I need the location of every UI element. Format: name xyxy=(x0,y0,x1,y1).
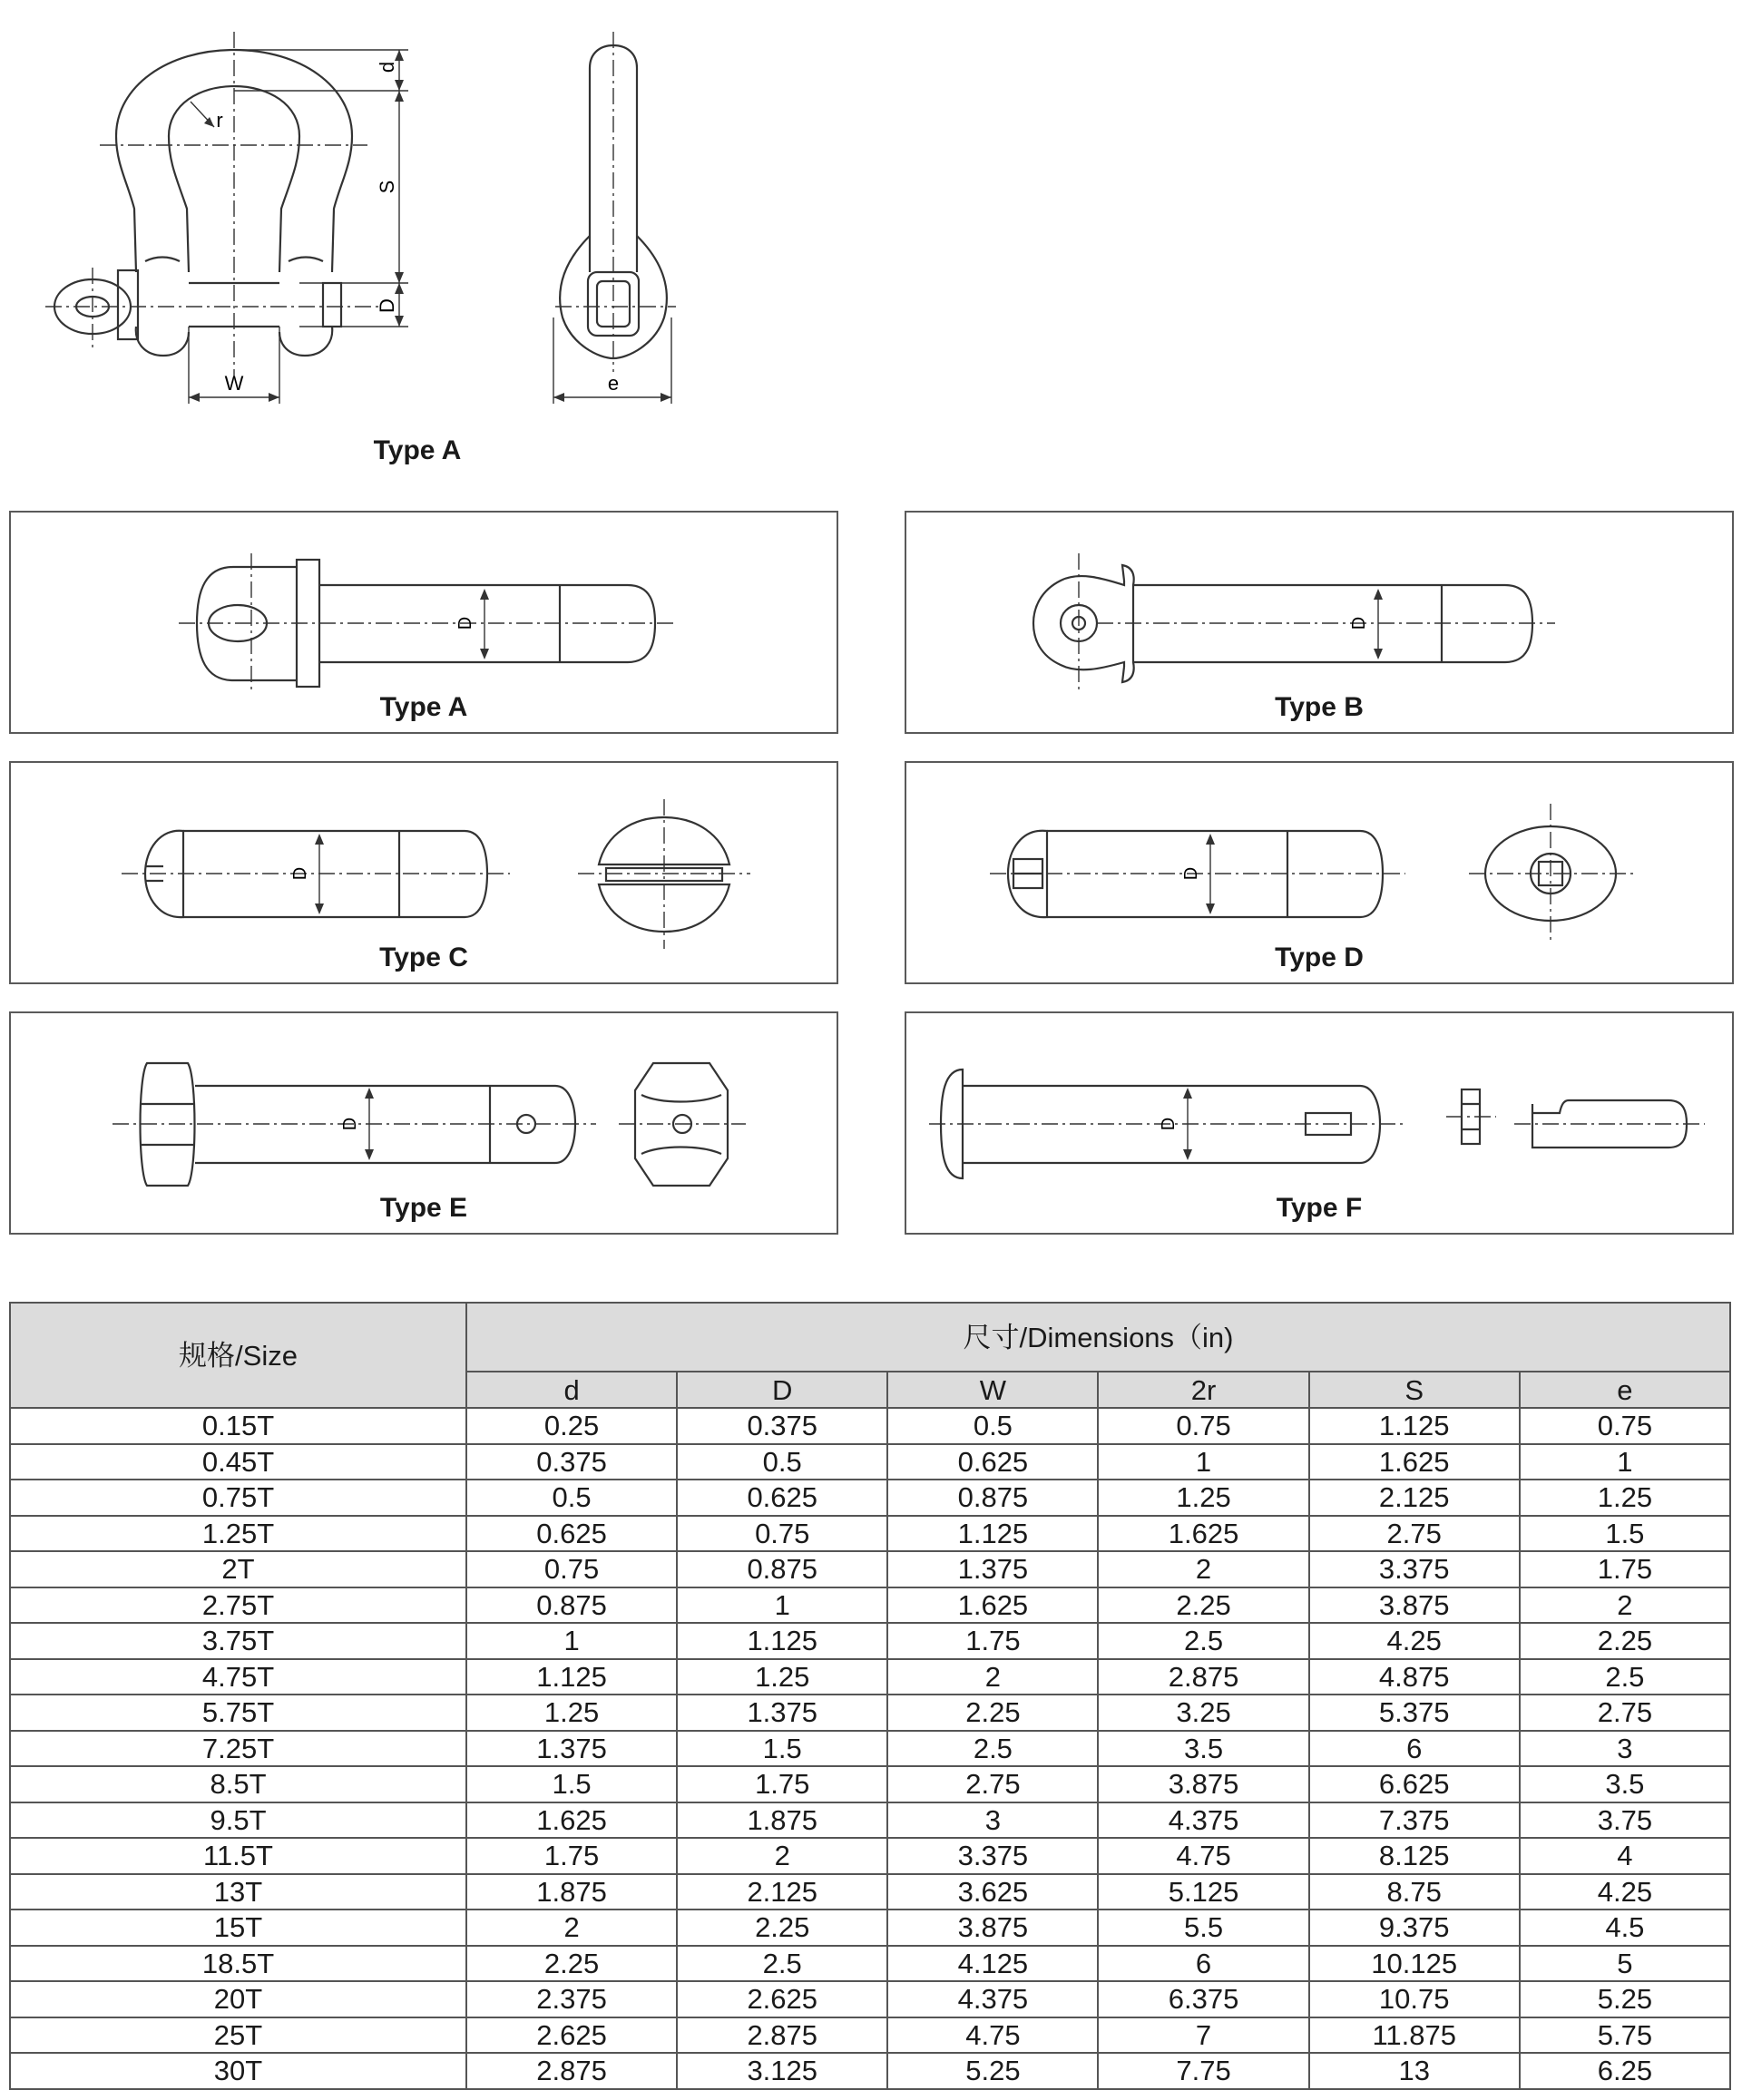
dimension-cell: 0.75 xyxy=(1098,1408,1308,1444)
dimension-cell: 0.75 xyxy=(677,1516,887,1552)
pin-type-c-dim-label: D xyxy=(290,866,310,881)
table-row xyxy=(10,1910,1730,1946)
dimension-cell: 3 xyxy=(887,1802,1098,1839)
shackle-type-caption: Type A xyxy=(373,435,462,465)
dimension-cell: 1.25 xyxy=(1098,1480,1308,1516)
dimension-cell: 1.625 xyxy=(466,1802,677,1839)
table-row xyxy=(10,2017,1730,2054)
dimension-cell: 2.125 xyxy=(1309,1480,1520,1516)
dimension-cell: 5 xyxy=(1520,1946,1730,1982)
dimension-cell: 1.5 xyxy=(466,1766,677,1802)
table-row xyxy=(10,1587,1730,1624)
dimension-cell: 0.375 xyxy=(466,1444,677,1480)
dimension-cell: 7.375 xyxy=(1309,1802,1520,1839)
table-row xyxy=(10,1838,1730,1874)
dimension-cell: 0.75 xyxy=(466,1551,677,1587)
dimension-cell: 3.875 xyxy=(1098,1766,1308,1802)
dimension-cell: 4.125 xyxy=(887,1946,1098,1982)
dimension-cell: 10.75 xyxy=(1309,1981,1520,2017)
dimension-cell: 0.625 xyxy=(677,1480,887,1516)
dimension-cell: 2.5 xyxy=(1520,1659,1730,1695)
dimension-cell: 7.75 xyxy=(1098,2053,1308,2089)
dimension-cell: 2 xyxy=(887,1659,1098,1695)
size-cell: 20T xyxy=(10,1981,466,2017)
dimensions-table xyxy=(9,1302,1731,2090)
dimension-cell: 3.5 xyxy=(1098,1731,1308,1767)
dimension-cell: 3.5 xyxy=(1520,1766,1730,1802)
dimension-cell: 1.875 xyxy=(677,1802,887,1839)
dimension-cell: 3.875 xyxy=(1309,1587,1520,1624)
column-header-d: d xyxy=(466,1372,677,1408)
dimension-cell: 2.25 xyxy=(1520,1623,1730,1659)
dimension-cell: 2.625 xyxy=(677,1981,887,2017)
dimension-cell: 4 xyxy=(1520,1838,1730,1874)
dimension-cell: 5.25 xyxy=(887,2053,1098,2089)
size-cell: 4.75T xyxy=(10,1659,466,1695)
dimension-cell: 6 xyxy=(1309,1731,1520,1767)
dimension-cell: 5.5 xyxy=(1098,1910,1308,1946)
pin-type-b-dim-label: D xyxy=(1349,616,1369,630)
dim-label-r: r xyxy=(216,109,223,132)
dimension-cell: 3.375 xyxy=(1309,1551,1520,1587)
dimension-cell: 2.625 xyxy=(466,2017,677,2054)
dimension-cell: 4.75 xyxy=(1098,1838,1308,1874)
shackle-front-view xyxy=(36,27,436,417)
dimension-cell: 4.375 xyxy=(1098,1802,1308,1839)
dimension-cell: 2.25 xyxy=(1098,1587,1308,1624)
dimension-cell: 2.875 xyxy=(677,2017,887,2054)
dimension-cell: 3.125 xyxy=(677,2053,887,2089)
dimension-cell: 1 xyxy=(1098,1444,1308,1480)
dimension-cell: 1.625 xyxy=(887,1587,1098,1624)
column-header-D: D xyxy=(677,1372,887,1408)
dimension-cell: 0.5 xyxy=(466,1480,677,1516)
size-cell: 1.25T xyxy=(10,1516,466,1552)
dimension-cell: 1.375 xyxy=(887,1551,1098,1587)
dimension-cell: 2.5 xyxy=(677,1946,887,1982)
pin-type-b-label: Type B xyxy=(1275,692,1364,722)
dimension-cell: 8.75 xyxy=(1309,1874,1520,1910)
dimension-cell: 4.25 xyxy=(1309,1623,1520,1659)
pin-type-a-label: Type A xyxy=(379,692,468,722)
dimension-cell: 1.125 xyxy=(887,1516,1098,1552)
dimension-cell: 2.5 xyxy=(887,1731,1098,1767)
table-row xyxy=(10,1659,1730,1695)
dimension-cell: 11.875 xyxy=(1309,2017,1520,2054)
dimension-cell: 0.5 xyxy=(887,1408,1098,1444)
dimension-cell: 6.375 xyxy=(1098,1981,1308,2017)
dimension-cell: 1.75 xyxy=(466,1838,677,1874)
pin-type-e-panel xyxy=(9,1011,838,1235)
size-cell: 9.5T xyxy=(10,1802,466,1839)
dimension-cell: 0.625 xyxy=(466,1516,677,1552)
pin-type-d-panel xyxy=(905,761,1734,984)
table-row xyxy=(10,1551,1730,1587)
shackle-side-view xyxy=(544,27,690,417)
table-row xyxy=(10,1516,1730,1552)
column-header-e: e xyxy=(1520,1372,1730,1408)
dimension-cell: 0.5 xyxy=(677,1444,887,1480)
size-cell: 8.5T xyxy=(10,1766,466,1802)
dim-label-S: S xyxy=(376,180,398,194)
dimension-cell: 1.25 xyxy=(1520,1480,1730,1516)
dimension-cell: 10.125 xyxy=(1309,1946,1520,1982)
pin-type-f-panel xyxy=(905,1011,1734,1235)
table-body xyxy=(10,1408,1730,2089)
pin-type-c-label: Type C xyxy=(379,943,468,972)
table-row xyxy=(10,1874,1730,1910)
pin-type-b-panel xyxy=(905,511,1734,734)
column-header-2r: 2r xyxy=(1098,1372,1308,1408)
dimension-cell: 2.5 xyxy=(1098,1623,1308,1659)
dimension-cell: 1 xyxy=(1520,1444,1730,1480)
dimension-cell: 13 xyxy=(1309,2053,1520,2089)
size-cell: 0.15T xyxy=(10,1408,466,1444)
pin-type-f-dim-label: D xyxy=(1159,1117,1179,1131)
dimension-cell: 6 xyxy=(1098,1946,1308,1982)
pin-type-f-label: Type F xyxy=(1276,1193,1363,1223)
table-row xyxy=(10,2053,1730,2089)
dimension-cell: 4.5 xyxy=(1520,1910,1730,1946)
size-cell: 5.75T xyxy=(10,1695,466,1731)
dimension-cell: 5.375 xyxy=(1309,1695,1520,1731)
dimension-cell: 1.75 xyxy=(1520,1551,1730,1587)
dimension-cell: 4.375 xyxy=(887,1981,1098,2017)
size-cell: 13T xyxy=(10,1874,466,1910)
dimension-cell: 8.125 xyxy=(1309,1838,1520,1874)
dimension-cell: 0.75 xyxy=(1520,1408,1730,1444)
dimension-cell: 1.125 xyxy=(466,1659,677,1695)
size-cell: 11.5T xyxy=(10,1838,466,1874)
dimension-cell: 5.25 xyxy=(1520,1981,1730,2017)
dimension-cell: 1.625 xyxy=(1098,1516,1308,1552)
dimension-cell: 1.875 xyxy=(466,1874,677,1910)
dimension-cell: 1.5 xyxy=(677,1731,887,1767)
dimension-cell: 1.75 xyxy=(677,1766,887,1802)
table-row xyxy=(10,1444,1730,1480)
dimension-cell: 3 xyxy=(1520,1731,1730,1767)
dim-label-W: W xyxy=(224,372,244,395)
dimension-cell: 1 xyxy=(466,1623,677,1659)
pin-type-a-dim-label: D xyxy=(455,616,475,630)
dimension-cell: 7 xyxy=(1098,2017,1308,2054)
pin-type-c-panel xyxy=(9,761,838,984)
dimension-cell: 2.75 xyxy=(1520,1695,1730,1731)
dimension-cell: 1 xyxy=(677,1587,887,1624)
pin-type-e-label: Type E xyxy=(379,1193,468,1223)
dimension-cell: 3.75 xyxy=(1520,1802,1730,1839)
dimension-cell: 1.125 xyxy=(677,1623,887,1659)
dimension-cell: 2.125 xyxy=(677,1874,887,1910)
size-cell: 2.75T xyxy=(10,1587,466,1624)
size-cell: 18.5T xyxy=(10,1946,466,1982)
dimension-cell: 4.75 xyxy=(887,2017,1098,2054)
table-row xyxy=(10,1408,1730,1444)
dimensions-group-header: 尺寸/Dimensions（in) xyxy=(466,1303,1730,1372)
dim-label-d: d xyxy=(376,61,398,73)
dimension-cell: 3.375 xyxy=(887,1838,1098,1874)
dimension-cell: 2.25 xyxy=(887,1695,1098,1731)
table-row xyxy=(10,1623,1730,1659)
dimension-cell: 5.75 xyxy=(1520,2017,1730,2054)
table-row xyxy=(10,1766,1730,1802)
dimension-cell: 2.375 xyxy=(466,1981,677,2017)
dimension-cell: 2.75 xyxy=(887,1766,1098,1802)
dimension-cell: 4.25 xyxy=(1520,1874,1730,1910)
column-header-S: S xyxy=(1309,1372,1520,1408)
dimension-cell: 2.75 xyxy=(1309,1516,1520,1552)
dimension-cell: 0.625 xyxy=(887,1444,1098,1480)
dimension-cell: 0.875 xyxy=(887,1480,1098,1516)
dimension-cell: 0.875 xyxy=(466,1587,677,1624)
dimension-cell: 3.875 xyxy=(887,1910,1098,1946)
dimension-cell: 2 xyxy=(677,1838,887,1874)
size-column-header: 规格/Size xyxy=(10,1303,466,1408)
size-cell: 30T xyxy=(10,2053,466,2089)
dim-label-D: D xyxy=(376,298,398,313)
dimension-cell: 2.875 xyxy=(1098,1659,1308,1695)
pin-type-e-dim-label: D xyxy=(340,1117,360,1131)
dimension-cell: 4.875 xyxy=(1309,1659,1520,1695)
dimension-cell: 1.375 xyxy=(677,1695,887,1731)
dimension-cell: 2 xyxy=(466,1910,677,1946)
dim-label-e: e xyxy=(607,372,620,395)
size-cell: 15T xyxy=(10,1910,466,1946)
dimension-cell: 3.625 xyxy=(887,1874,1098,1910)
table-row xyxy=(10,1802,1730,1839)
size-cell: 2T xyxy=(10,1551,466,1587)
size-cell: 7.25T xyxy=(10,1731,466,1767)
dimension-cell: 1.5 xyxy=(1520,1516,1730,1552)
pin-type-d-dim-label: D xyxy=(1181,866,1201,881)
dimension-cell: 6.625 xyxy=(1309,1766,1520,1802)
dimension-cell: 9.375 xyxy=(1309,1910,1520,1946)
pin-type-d-label: Type D xyxy=(1275,943,1364,972)
dimension-cell: 2 xyxy=(1098,1551,1308,1587)
dimension-cell: 1.125 xyxy=(1309,1408,1520,1444)
dimension-cell: 2.875 xyxy=(466,2053,677,2089)
dimension-cell: 1.625 xyxy=(1309,1444,1520,1480)
dimension-cell: 1.25 xyxy=(677,1659,887,1695)
dimension-cell: 2 xyxy=(1520,1587,1730,1624)
dimension-cell: 0.25 xyxy=(466,1408,677,1444)
table-row xyxy=(10,1480,1730,1516)
table-row xyxy=(10,1946,1730,1982)
dimension-cell: 2.25 xyxy=(466,1946,677,1982)
table-row xyxy=(10,1695,1730,1731)
dimension-cell: 1.375 xyxy=(466,1731,677,1767)
dimension-cell: 1.75 xyxy=(887,1623,1098,1659)
dimension-cell: 0.875 xyxy=(677,1551,887,1587)
dimension-cell: 0.375 xyxy=(677,1408,887,1444)
size-cell: 25T xyxy=(10,2017,466,2054)
size-cell: 0.75T xyxy=(10,1480,466,1516)
size-cell: 3.75T xyxy=(10,1623,466,1659)
size-cell: 0.45T xyxy=(10,1444,466,1480)
pin-type-a-panel xyxy=(9,511,838,734)
dimension-cell: 1.25 xyxy=(466,1695,677,1731)
dimension-cell: 5.125 xyxy=(1098,1874,1308,1910)
column-header-W: W xyxy=(887,1372,1098,1408)
dimension-cell: 6.25 xyxy=(1520,2053,1730,2089)
table-row xyxy=(10,1981,1730,2017)
dimension-cell: 3.25 xyxy=(1098,1695,1308,1731)
dimension-cell: 2.25 xyxy=(677,1910,887,1946)
table-row xyxy=(10,1731,1730,1767)
